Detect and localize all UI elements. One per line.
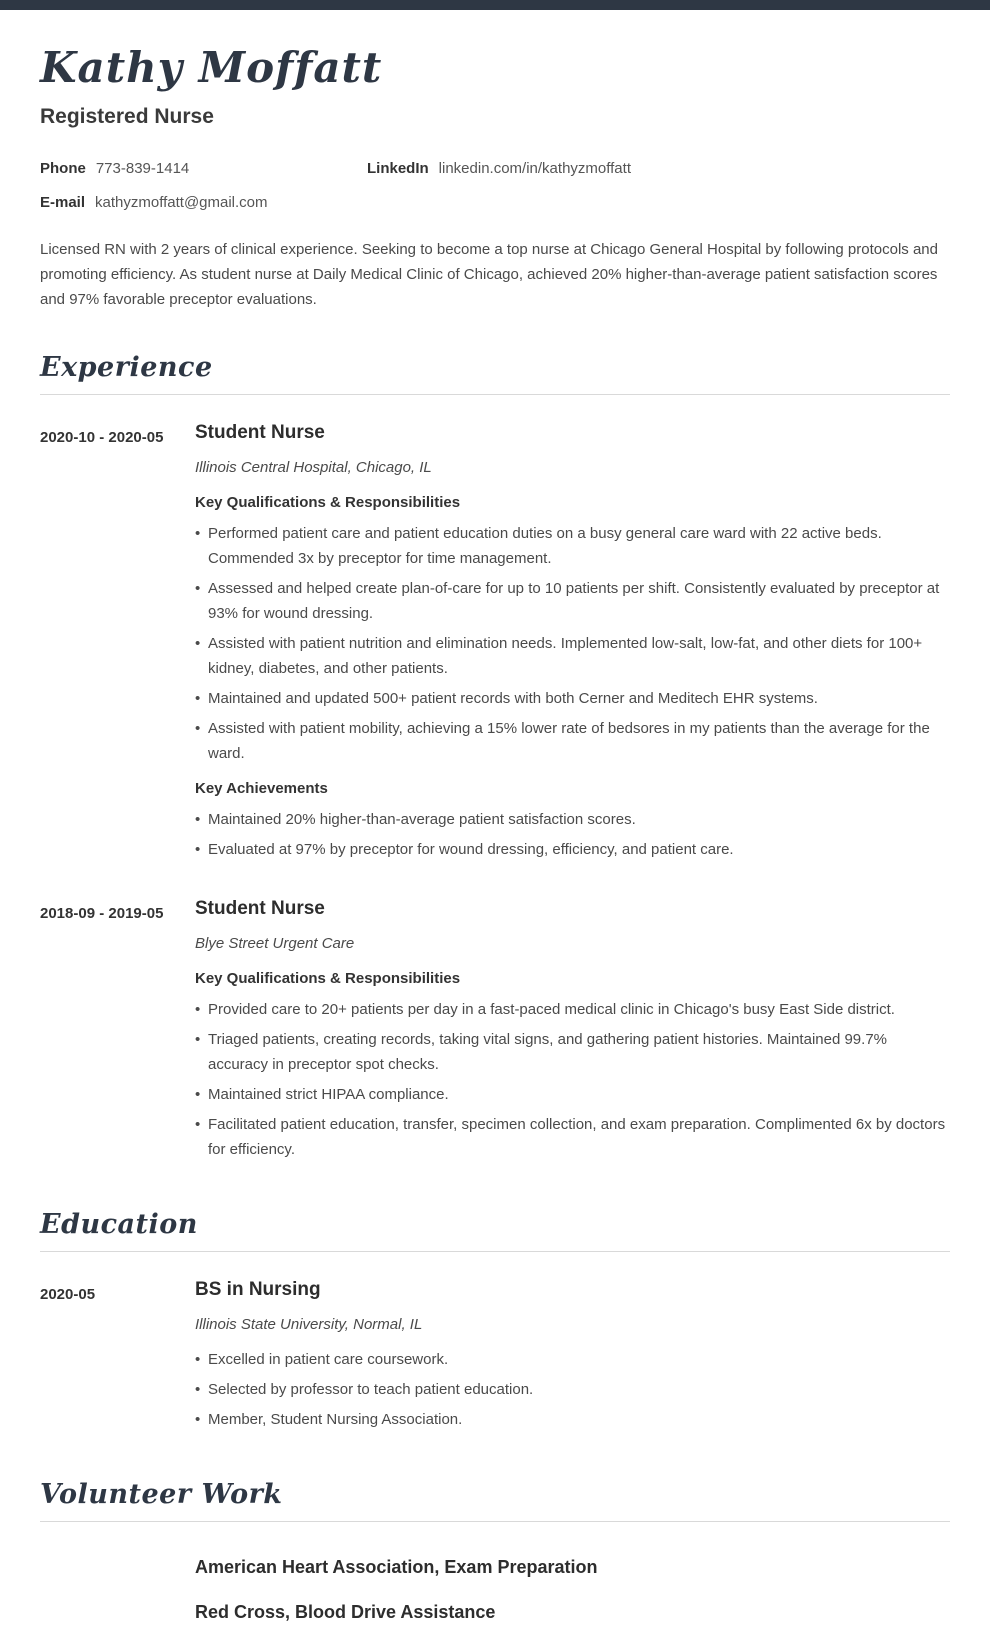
entry-organization: Illinois State University, Normal, IL	[195, 1316, 423, 1333]
phone-label: Phone	[40, 160, 86, 177]
qualification-item: • Maintained and updated 500+ patient records with both Cerner and Meditech EHR systems.	[195, 686, 950, 711]
qualifications-heading: Key Qualifications & Responsibilities	[195, 970, 461, 987]
education-heading: Education	[40, 1209, 950, 1252]
top-accent-bar	[0, 0, 990, 10]
experience-entry-2	[40, 897, 950, 1167]
qualification-item: • Facilitated patient education, transfer, specimen collection, and exam preparation. Complimented 6x by doctors for efficiency.	[195, 1112, 950, 1162]
achievement-item: • Evaluated at 97% by preceptor for wound dressing, efficiency, and patient care.	[195, 837, 950, 862]
entry-organization: Illinois Central Hospital, Chicago, IL	[195, 459, 432, 476]
volunteer-heading: Volunteer Work	[40, 1479, 950, 1522]
summary-text: Licensed RN with 2 years of clinical experience. Seeking to become a top nurse at Chicago General Hospital by following protocols and promoting efficiency. As student nurse at Daily Medical Clinic of Chicago, achieved 20% higher-than-average patient satisfaction scores and 97% favorable preceptor evaluations.	[40, 241, 938, 308]
phone-value: 773-839-1414	[95, 160, 190, 177]
candidate-title: Registered Nurse	[40, 105, 214, 128]
achievements-list	[195, 807, 950, 862]
achievements-heading: Key Achievements	[195, 780, 328, 797]
qualifications-list	[195, 997, 950, 1162]
volunteer-section	[40, 1548, 950, 1646]
linkedin-value: linkedin.com/in/kathyzmoffatt	[438, 160, 631, 177]
resume-page	[0, 10, 990, 1646]
entry-dates: 2020-10 - 2020-05	[40, 429, 164, 446]
entry-dates: 2020-05	[40, 1286, 96, 1303]
entry-title: BS in Nursing	[195, 1279, 321, 1300]
qualification-item: • Assisted with patient mobility, achieving a 15% lower rate of bedsores in my patients than the average for the ward.	[195, 716, 950, 766]
volunteer-item: American Heart Association, Exam Preparation	[195, 1557, 598, 1577]
qualification-item: • Provided care to 20+ patients per day in a fast-paced medical clinic in Chicago's busy East Side district.	[195, 997, 950, 1022]
education-entry	[40, 1278, 950, 1437]
email-value: kathyzmoffatt@gmail.com	[95, 194, 268, 211]
achievement-item: • Maintained 20% higher-than-average patient satisfaction scores.	[195, 807, 950, 832]
entry-dates: 2018-09 - 2019-05	[40, 905, 164, 922]
qualification-item: • Assessed and helped create plan-of-care for up to 10 patients per shift. Consistently evaluated by preceptor at 93% for wound dressing.	[195, 576, 950, 626]
qualification-item: • Maintained strict HIPAA compliance.	[195, 1082, 950, 1107]
experience-heading: Experience	[40, 352, 950, 395]
email-label: E-mail	[40, 194, 86, 211]
education-bullet: • Member, Student Nursing Association.	[195, 1407, 950, 1432]
entry-organization: Blye Street Urgent Care	[195, 935, 355, 952]
education-bullet: • Excelled in patient care coursework.	[195, 1347, 950, 1372]
qualification-item: • Triaged patients, creating records, taking vital signs, and gathering patient histories. Maintained 99.7% accuracy in preceptor spot checks.	[195, 1027, 950, 1077]
education-bullets	[195, 1347, 950, 1432]
entry-title: Student Nurse	[195, 422, 325, 443]
experience-entry-1	[40, 421, 950, 867]
entry-title: Student Nurse	[195, 898, 325, 919]
linkedin-label: LinkedIn	[367, 160, 429, 177]
contact-linkedin	[367, 156, 950, 181]
qualification-item: • Performed patient care and patient education duties on a busy general care ward with 22 active beds. Commended 3x by preceptor for time management.	[195, 521, 950, 571]
contact-section	[40, 156, 950, 215]
qualifications-heading: Key Qualifications & Responsibilities	[195, 494, 461, 511]
qualifications-list	[195, 521, 950, 766]
candidate-name: Kathy Moffatt	[40, 43, 383, 92]
contact-phone	[40, 156, 367, 181]
volunteer-item: Red Cross, Blood Drive Assistance	[195, 1602, 496, 1622]
education-bullet: • Selected by professor to teach patient education.	[195, 1377, 950, 1402]
contact-email	[40, 190, 367, 215]
qualification-item: • Assisted with patient nutrition and elimination needs. Implemented low-salt, low-fat, and other diets for 100+ kidney, diabetes, and other patients.	[195, 631, 950, 681]
